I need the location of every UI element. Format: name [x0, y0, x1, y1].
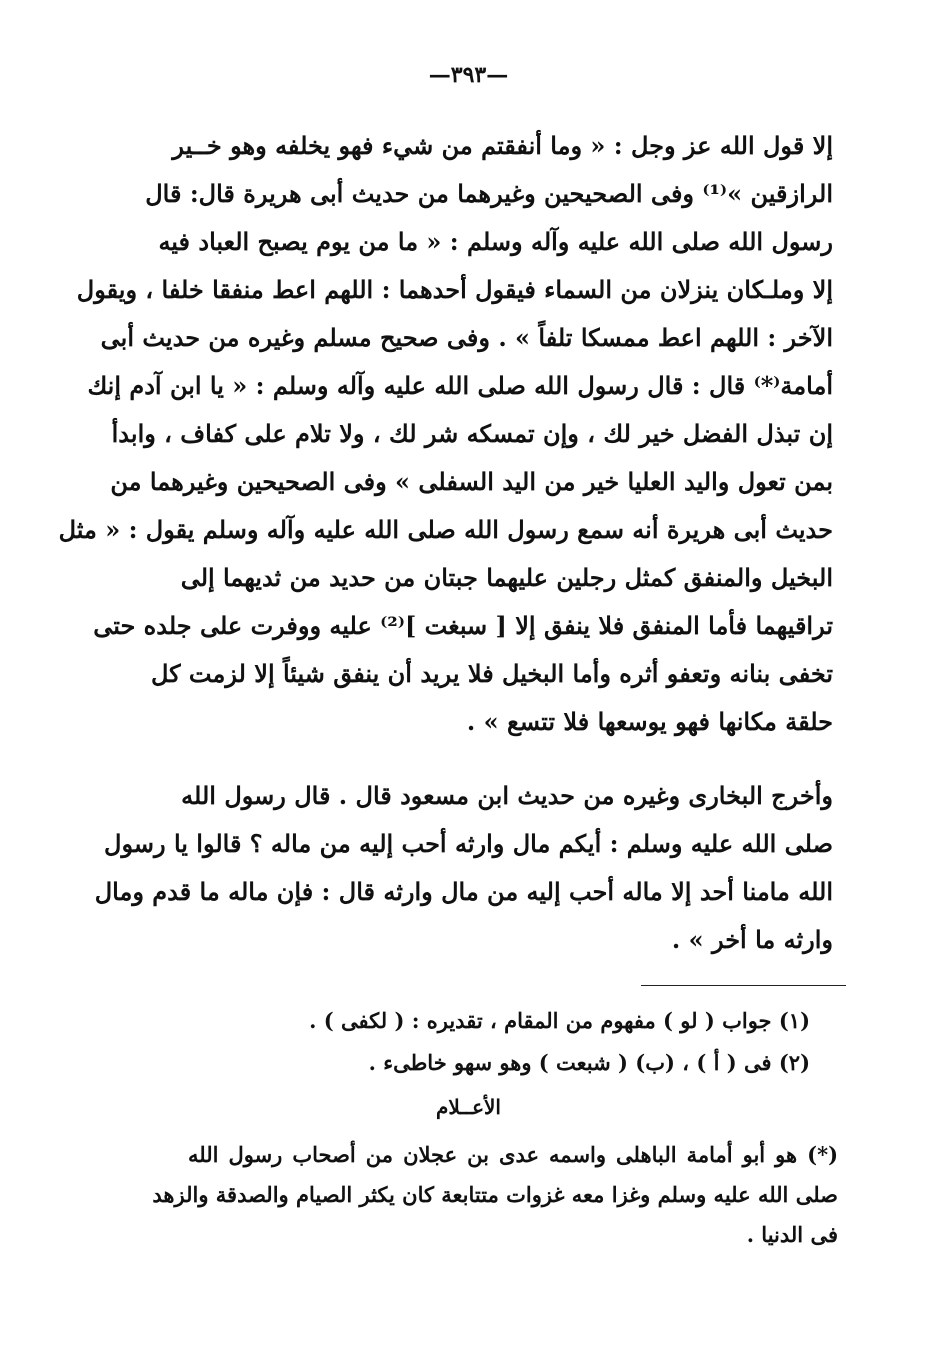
note-line: (*) هو أبو أمامة الباهلى واسمه عدى بن عجلان من أصحاب رسول الله — [188, 1142, 838, 1167]
footnotes — [300, 1000, 810, 1084]
text-line: حديث أبى هريرة أنه سمع رسول الله صلى الله عليه وآله وسلم يقول : « مثل — [58, 515, 833, 544]
main-paragraph-2 — [94, 772, 833, 964]
text-line: صلى الله عليه وسلم : أيكم مال وارثه أحب إليه من ماله ؟ قالوا يا رسول — [104, 829, 833, 858]
biography-note — [152, 1135, 838, 1255]
page-number: —٣٩٣— — [428, 62, 509, 88]
text-line: إلا قول الله عز وجل : « وما أنفقتم من شيء فهو يخلفه وهو خــير — [172, 131, 833, 160]
text-line: الرازقين »⁽¹⁾ وفى الصحيحين وغيرهما من حديث أبى هريرة قال: قال — [145, 179, 833, 208]
text-line: حلقة مكانها فهو يوسعها فلا تتسع » . — [466, 707, 833, 736]
footnote-divider — [641, 985, 846, 986]
note-line: صلى الله عليه وسلم وغزا معه غزوات متتابعة كان يكثر الصيام والصدقة والزهد — [152, 1182, 838, 1207]
notes-heading: الأعــلام — [436, 1095, 501, 1119]
note-line: فى الدنيا . — [746, 1222, 838, 1247]
main-paragraph-1 — [58, 122, 833, 746]
text-line: أمامة⁽*⁾ قال : قال رسول الله صلى الله عليه وآله وسلم : « يا ابن آدم إنك — [87, 371, 833, 400]
text-line: وارثه ما أخر » . — [671, 925, 833, 954]
text-line: تراقيهما فأما المنفق فلا ينفق إلا [ سبغت ]⁽²⁾ عليه ووفرت على جلده حتى — [93, 611, 833, 640]
footnote-2: (٢) فى ( أ ) ، (ب) ( شبعت ) وهو سهو خاطىء . — [368, 1050, 810, 1075]
text-line: إن تبذل الفضل خير لك ، وإن تمسكه شر لك ، ولا تلام على كفاف ، وابدأ — [111, 419, 833, 448]
text-line: بمن تعول واليد العليا خير من اليد السفلى » وفى الصحيحين وغيرهما من — [110, 467, 833, 496]
footnote-1: (١) جواب ( لو ) مفهوم من المقام ، تقديره : ( لكفى ) . — [309, 1008, 810, 1033]
text-line: رسول الله صلى الله عليه وآله وسلم : « ما من يوم يصبح العباد فيه — [158, 227, 833, 256]
text-line: الآخر : اللهم اعط ممسكا تلفاً » . وفى صحيح مسلم وغيره من حديث أبى — [100, 323, 833, 352]
text-line: الله مامنا أحد إلا ماله أحب إليه من مال وارثه قال : فإن ماله ما قدم ومال — [94, 877, 833, 906]
text-line: إلا وملـكان ينزلان من السماء فيقول أحدهما : اللهم اعط منفقا خلفا ، ويقول — [76, 275, 833, 304]
text-line: تخفى بنانه وتعفو أثره وأما البخيل فلا يريد أن ينفق شيئاً إلا لزمت كل — [150, 659, 833, 688]
text-line: وأخرج البخارى وغيره من حديث ابن مسعود قال . قال رسول الله — [181, 781, 833, 810]
text-line: البخيل والمنفق كمثل رجلين عليهما جبتان من حديد من ثديهما إلى — [180, 563, 833, 592]
